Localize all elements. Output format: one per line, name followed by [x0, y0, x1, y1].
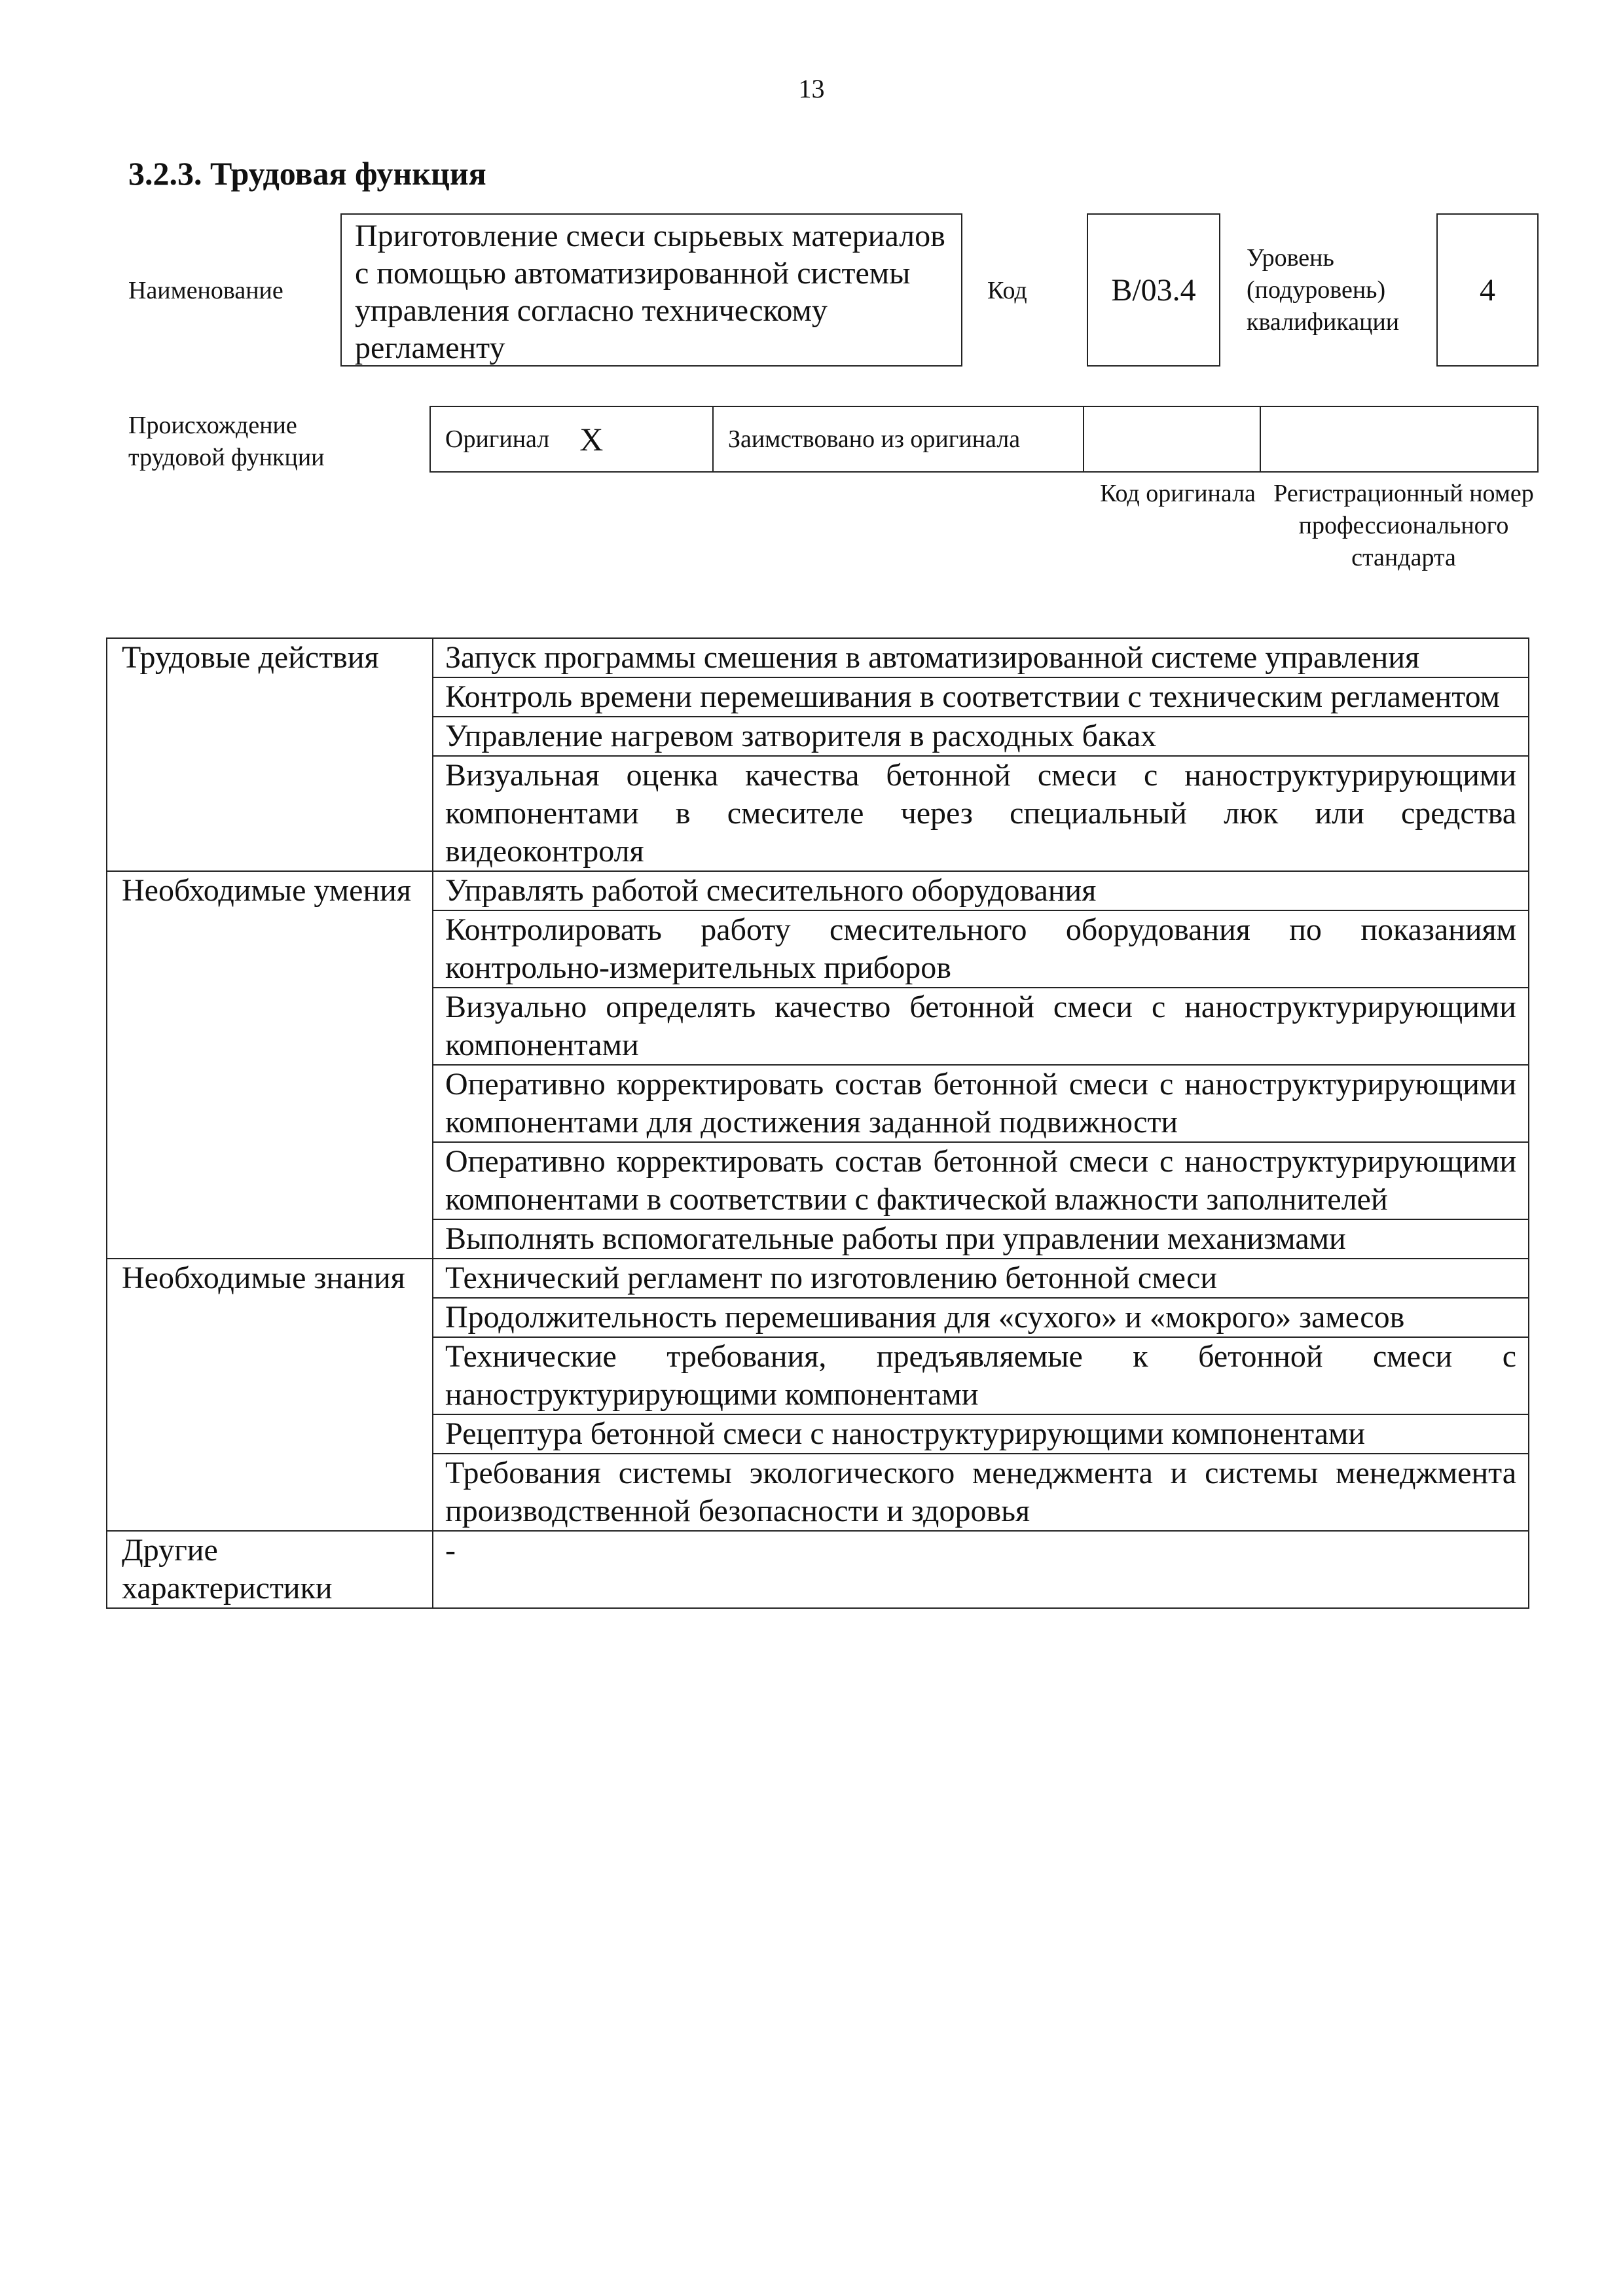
level-label: Уровень (подуровень) квалификации: [1247, 244, 1400, 336]
origin-borrowed-cell: [714, 407, 1084, 471]
origin-label: Происхождение трудовой функции: [128, 412, 325, 471]
item-cell: Управление нагревом затворителя в расходных баках: [433, 717, 1529, 756]
qualification-level-box: 4: [1436, 213, 1539, 367]
item-cell: Контроль времени перемешивания в соответствии с техническим регламентом: [433, 677, 1529, 717]
original-label: Оригинал: [445, 425, 550, 453]
item-cell: Выполнять вспомогательные работы при управлении механизмами: [433, 1219, 1529, 1259]
item-cell: Контролировать работу смесительного оборудования по показаниям контрольно-измерительных приборов: [433, 910, 1529, 988]
origin-row: [429, 406, 1539, 473]
table-row: [107, 871, 1529, 910]
name-label: Наименование: [128, 277, 283, 304]
item-cell: Продолжительность перемешивания для «сухого» и «мокрого» замесов: [433, 1298, 1529, 1337]
item-cell: Требования системы экологического менеджмента и системы менеджмента производственной безопасности и здоровья: [433, 1454, 1529, 1531]
competency-table: [106, 637, 1529, 1609]
page-number: 13: [798, 74, 825, 103]
original-code-cell: [1084, 407, 1261, 471]
category-cell: Другие характеристики: [107, 1531, 433, 1608]
function-name-box: Приготовление смеси сырьевых материалов с помощью автоматизированной системы управления согласно техническому регламенту: [340, 213, 962, 367]
item-cell: Визуальная оценка качества бетонной смеси с наноструктурирующими компонентами в смесителе через специальный люк или средства видеоконтроля: [433, 756, 1529, 871]
code-label: Код: [987, 277, 1027, 304]
item-cell: Оперативно корректировать состав бетонной смеси с наноструктурирующими компонентами для достижения заданной подвижности: [433, 1065, 1529, 1142]
category-cell: Необходимые знания: [107, 1259, 433, 1531]
registration-number-caption: Регистрационный номер профессионального стандарта: [1273, 480, 1534, 571]
origin-original-cell: [431, 407, 714, 471]
table-row: [107, 638, 1529, 677]
category-cell: Трудовые действия: [107, 638, 433, 871]
function-code-box: B/03.4: [1087, 213, 1220, 367]
original-mark: X: [579, 421, 604, 457]
item-cell: Технические требования, предъявляемые к бетонной смеси с наноструктурирующими компонентами: [433, 1337, 1529, 1414]
item-cell: -: [433, 1531, 1529, 1608]
item-cell: Оперативно корректировать состав бетонной смеси с наноструктурирующими компонентами в соответствии с фактической влажности заполнителей: [433, 1142, 1529, 1219]
registration-number-cell: [1261, 407, 1537, 471]
item-cell: Визуально определять качество бетонной смеси с наноструктурирующими компонентами: [433, 988, 1529, 1065]
item-cell: Технический регламент по изготовлению бетонной смеси: [433, 1259, 1529, 1298]
table-row: [107, 1259, 1529, 1298]
table-row: [107, 1531, 1529, 1608]
item-cell: Запуск программы смешения в автоматизированной системе управления: [433, 638, 1529, 677]
section-title: 3.2.3. Трудовая функция: [128, 155, 486, 192]
item-cell: Рецептура бетонной смеси с наноструктурирующими компонентами: [433, 1414, 1529, 1454]
item-cell: Управлять работой смесительного оборудования: [433, 871, 1529, 910]
original-code-caption: Код оригинала: [1100, 480, 1256, 507]
borrowed-label: Заимствовано из оригинала: [728, 425, 1021, 453]
category-cell: Необходимые умения: [107, 871, 433, 1259]
